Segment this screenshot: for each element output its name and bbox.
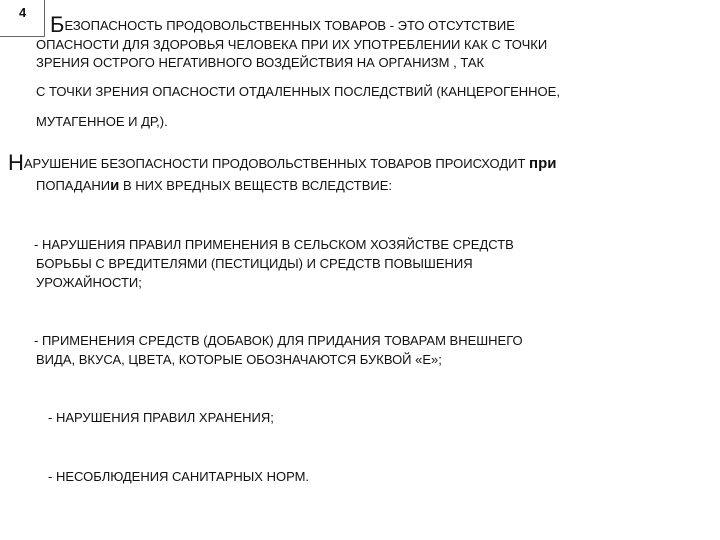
paragraph1-line2: ОПАСНОСТИ ДЛЯ ЗДОРОВЬЯ ЧЕЛОВЕКА ПРИ ИХ УПОТРЕБЛЕНИИ КАК С ТОЧКИ — [36, 37, 548, 52]
paragraph2-line2-mid: и — [110, 177, 120, 194]
paragraph2-line1-end: при — [529, 155, 557, 172]
paragraph2-line2-start: ПОПАДАНИ — [36, 178, 111, 193]
paragraph1-initial: Б — [50, 12, 65, 37]
slide-number: 4 — [19, 5, 27, 20]
list-item-1-line2: БОРЬБЫ С ВРЕДИТЕЛЯМИ (ПЕСТИЦИДЫ) И СРЕДСТВ ПОВЫШЕНИЯ — [36, 256, 473, 271]
paragraph2-line2-rest: В НИХ ВРЕДНЫХ ВЕЩЕСТВ ВСЛЕДСТВИЕ: — [119, 178, 393, 193]
paragraph2-line2 — [36, 178, 392, 194]
paragraph1-line3: ЗРЕНИЯ ОСТРОГО НЕГАТИВНОГО ВОЗДЕЙСТВИЯ НА ОРГАНИЗМ , ТАК — [36, 55, 485, 70]
list-item-2-line1: - ПРИМЕНЕНИЯ СРЕДСТВ (ДОБАВОК) ДЛЯ ПРИДАНИЯ ТОВАРАМ ВНЕШНЕГО — [34, 333, 523, 348]
list-item-2-line2: ВИДА, ВКУСА, ЦВЕТА, КОТОРЫЕ ОБОЗНАЧАЮТСЯ БУКВОЙ «Е»; — [36, 352, 442, 367]
paragraph2-line1 — [8, 152, 557, 174]
list-item-4: - НЕСОБЛЮДЕНИЯ САНИТАРНЫХ НОРМ. — [48, 469, 310, 484]
paragraph1-line5: МУТАГЕННОЕ И ДР,). — [36, 114, 168, 129]
list-item-1-line1: - НАРУШЕНИЯ ПРАВИЛ ПРИМЕНЕНИЯ В СЕЛЬСКОМ ХОЗЯЙСТВЕ СРЕДСТВ — [34, 237, 514, 252]
list-item-3: - НАРУШЕНИЯ ПРАВИЛ ХРАНЕНИЯ; — [48, 410, 274, 425]
paragraph2-initial: Н — [8, 150, 24, 175]
paragraph1-line4: С ТОЧКИ ЗРЕНИЯ ОПАСНОСТИ ОТДАЛЕННЫХ ПОСЛЕДСТВИЙ (КАНЦЕРОГЕННОЕ, — [36, 84, 560, 99]
paragraph1-line1 — [50, 14, 515, 36]
paragraph1-line1-text: ЕЗОПАСНОСТЬ ПРОДОВОЛЬСТВЕННЫХ ТОВАРОВ - ЭТО ОТСУТСТВИЕ — [64, 18, 515, 33]
paragraph2-line1-text: АРУШЕНИЕ БЕЗОПАСНОСТИ ПРОДОВОЛЬСТВЕННЫХ ТОВАРОВ ПРОИСХОДИТ — [23, 156, 530, 171]
list-item-1-line3: УРОЖАЙНОСТИ; — [36, 275, 142, 290]
